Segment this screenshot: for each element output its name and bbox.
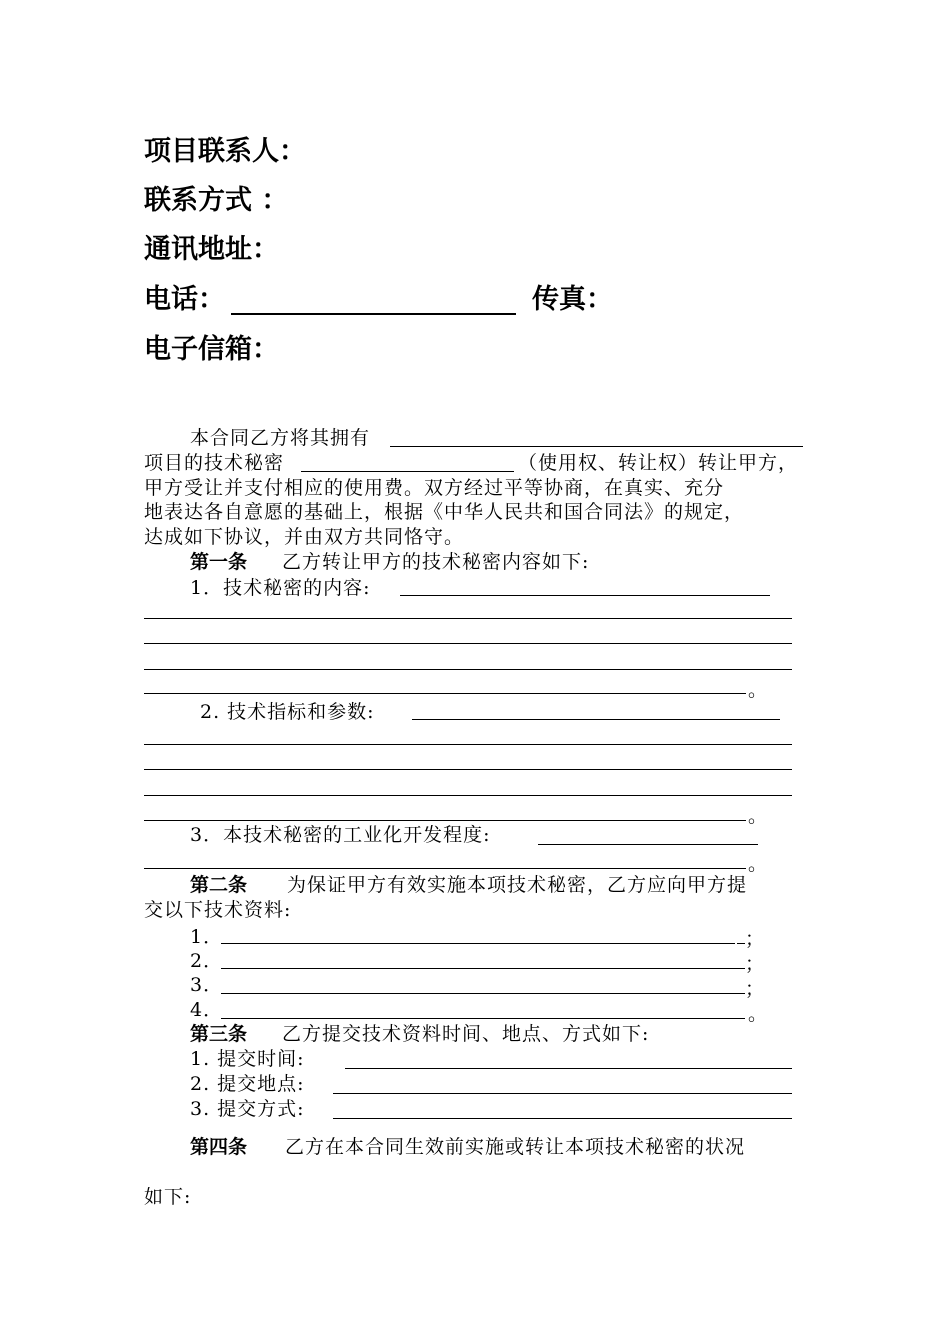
blank-line	[221, 968, 745, 969]
article-2-num-4: 4．	[190, 999, 224, 1021]
blank-line	[144, 744, 792, 745]
phone-blank-line	[231, 313, 516, 315]
blank-line	[345, 1068, 792, 1069]
article-1-item-2: 2. 技术指标和参数:	[200, 701, 375, 723]
article-2-num-1: 1．	[190, 926, 224, 948]
blank-line	[333, 1093, 792, 1094]
blank-line	[144, 693, 746, 694]
email-label: 电子信箱：	[144, 334, 279, 365]
article-3-item-3: 3. 提交方式:	[190, 1098, 305, 1120]
article-3-title: 第三条	[190, 1023, 248, 1045]
blank-line	[144, 868, 746, 869]
article-2-text-2: 交以下技术资料:	[144, 899, 292, 921]
intro-line-1: 本合同乙方将其拥有	[190, 427, 371, 449]
blank-line	[737, 943, 745, 944]
article-1-item-3: 3．本技术秘密的工业化开发程度:	[190, 824, 491, 846]
semicolon-mark: ；	[745, 928, 765, 950]
article-3-item-2: 2. 提交地点:	[190, 1073, 305, 1095]
article-2-text: 为保证甲方有效实施本项技术秘密，乙方应向甲方提	[287, 874, 748, 896]
period-mark: 。	[748, 853, 768, 875]
contact-method-label: 联系方式 ：	[144, 185, 289, 216]
article-1-text: 乙方转让甲方的技术秘密内容如下:	[282, 551, 590, 573]
intro-project-blank	[390, 446, 803, 447]
article-2-title: 第二条	[190, 874, 248, 896]
intro-line-5: 达成如下协议，并由双方共同恪守。	[144, 526, 465, 548]
article-4-title: 第四条	[190, 1136, 248, 1158]
article-2-num-2: 2．	[190, 950, 224, 972]
intro-secret-blank	[301, 471, 514, 472]
fax-label: 传真：	[532, 284, 613, 315]
semicolon-mark: ；	[745, 953, 765, 975]
blank-line	[144, 618, 792, 619]
period-mark: 。	[748, 805, 768, 827]
article-1-title: 第一条	[190, 551, 248, 573]
semicolon-mark: ；	[745, 978, 765, 1000]
blank-line	[333, 1118, 792, 1119]
blank-line	[412, 719, 780, 720]
blank-line	[144, 669, 792, 670]
phone-label: 电话：	[144, 284, 225, 315]
blank-line	[144, 795, 792, 796]
intro-line-2b: （使用权、转让权）转让甲方，	[518, 452, 799, 474]
period-mark: 。	[748, 1003, 768, 1025]
blank-line	[400, 595, 770, 596]
article-2-num-3: 3．	[190, 974, 224, 996]
blank-line	[144, 643, 792, 644]
blank-line	[144, 769, 792, 770]
intro-line-4: 地表达各自意愿的基础上，根据《中华人民共和国合同法》的规定，	[144, 501, 745, 523]
blank-line	[144, 820, 746, 821]
blank-line	[221, 943, 735, 944]
article-3-text: 乙方提交技术资料时间、地点、方式如下:	[282, 1023, 650, 1045]
contact-person-label: 项目联系人：	[144, 136, 306, 167]
article-3-item-1: 1. 提交时间:	[190, 1048, 305, 1070]
article-4-text: 乙方在本合同生效前实施或转让本项技术秘密的状况	[285, 1136, 746, 1158]
blank-line	[538, 844, 758, 845]
blank-line	[221, 1018, 745, 1019]
address-label: 通讯地址：	[144, 234, 279, 265]
period-mark: 。	[748, 679, 768, 701]
intro-line-3: 甲方受让并支付相应的使用费。双方经过平等协商，在真实、充分	[144, 477, 725, 499]
intro-line-2a: 项目的技术秘密	[144, 452, 285, 474]
article-4-text-2: 如下:	[144, 1186, 192, 1208]
blank-line	[221, 993, 745, 994]
article-1-item-1: 1．技术秘密的内容:	[190, 577, 371, 599]
